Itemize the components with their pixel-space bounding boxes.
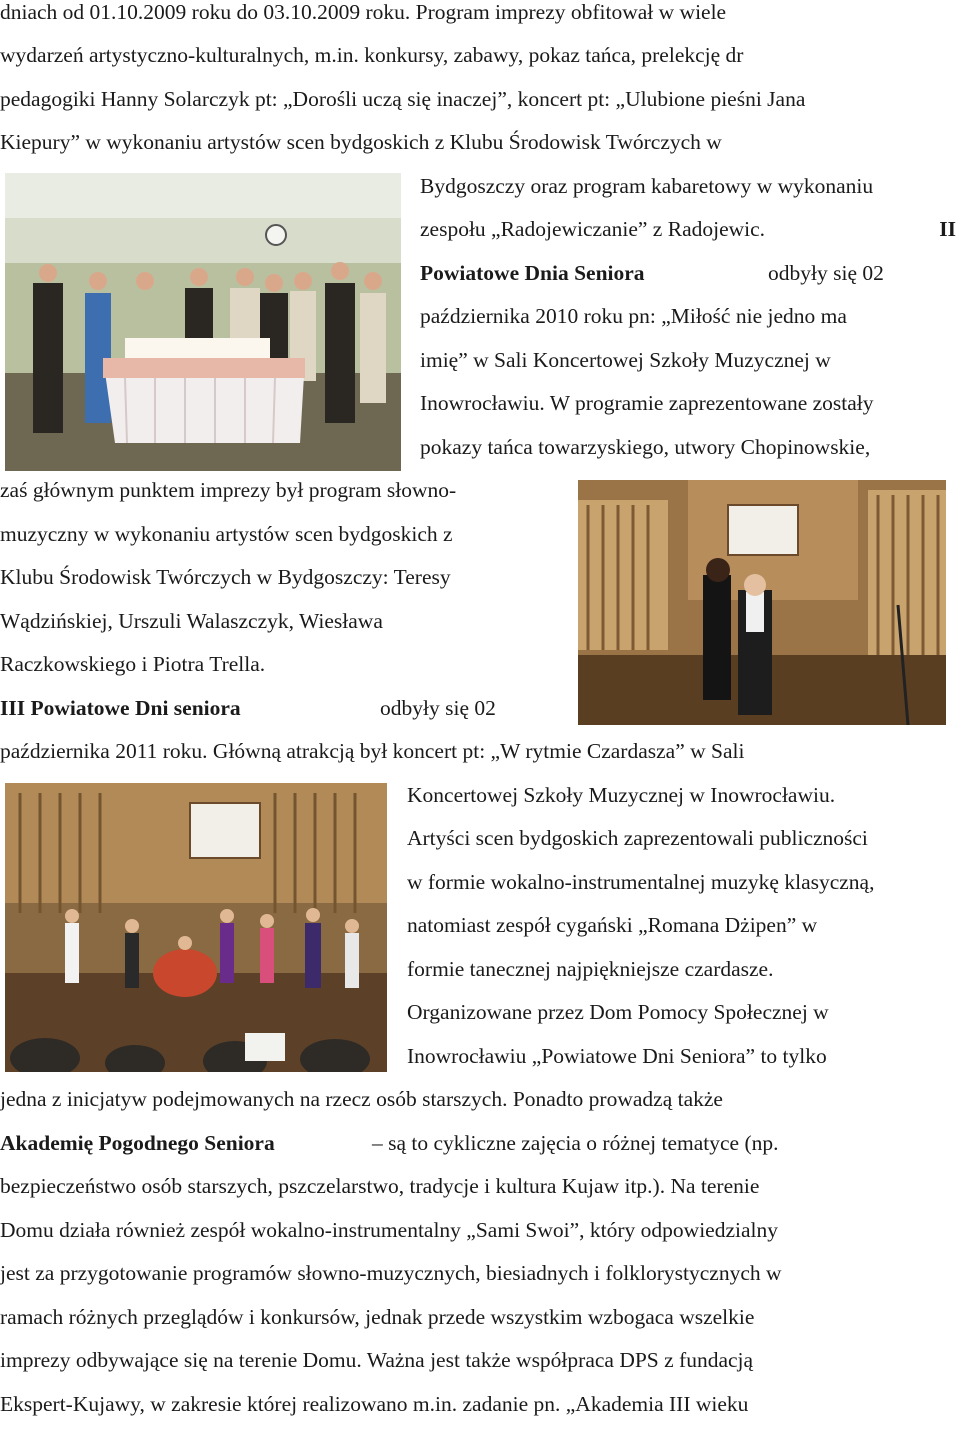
text-line-9: imię” w Sali Koncertowej Szkoły Muzycznej w [420,348,831,372]
text-line-6-main: zespołu „Radojewiczanie” z Radojewic. [420,217,766,241]
text-line-11: pokazy tańca towarzyskiego, utwory Chopinowskie, [420,435,871,459]
text-line-7-bold: Powiatowe Dnia Seniora [420,261,645,285]
text-line-27-bold: Akademię Pogodnego Seniora [0,1131,275,1155]
photo-stage-couple-drawing [578,480,946,725]
text-line-17 [0,696,557,740]
text-line-16: Raczkowskiego i Piotra Trella. [0,652,266,676]
photo-seniors-cake-drawing [5,173,401,471]
text-line-20: Artyści scen bydgoskich zaprezentowali publiczności [407,826,868,850]
text-line-22: natomiast zespół cygański „Romana Dżipen” w [407,913,818,937]
text-line-18: października 2011 roku. Główną atrakcją był koncert pt: „W rytmie Czardasza” w Sali [0,739,745,763]
text-line-14: Klubu Środowisk Twórczych w Bydgoszczy: Teresy [0,565,451,589]
text-line-15: Wądzińskiej, Urszuli Walaszczyk, Wiesława [0,609,383,633]
text-line-6-roman: II [939,217,956,241]
text-line-32: imprezy odbywające się na terenie Domu. Ważna jest także współpraca DPS z fundacją [0,1348,754,1372]
text-line-10: Inowrocławiu. W programie zaprezentowane zostały [420,391,874,415]
text-line-24: Organizowane przez Dom Pomocy Społecznej w [407,1000,829,1024]
text-line-1: dniach od 01.10.2009 roku do 03.10.2009 roku. Program imprezy obfitował w wiele [0,0,727,24]
photo-dance-performance [5,783,387,1072]
photo-dance-performance-drawing [5,783,387,1072]
text-line-26: jedna z inicjatyw podejmowanych na rzecz osób starszych. Ponadto prowadzą także [0,1087,723,1111]
text-line-33: Ekspert-Kujawy, w zakresie której realizowano m.in. zadanie pn. „Akademia III wieku [0,1392,749,1416]
text-line-2: wydarzeń artystyczno-kulturalnych, m.in. konkursy, zabawy, pokaz tańca, prelekcję dr [0,43,744,67]
text-line-7 [420,261,956,305]
text-line-12: zaś głównym punktem imprezy był program słowno- [0,478,457,502]
text-line-23: formie tanecznej najpiękniejsze czardasze. [407,957,774,981]
photo-seniors-cake [5,173,401,471]
text-line-30: jest za przygotowanie programów słowno-muzycznych, biesiadnych i folklorystycznych w [0,1261,782,1285]
text-line-19: Koncertowej Szkoły Muzycznej w Inowrocławiu. [407,783,836,807]
text-line-4: Kiepury” w wykonaniu artystów scen bydgoskich z Klubu Środowisk Twórczych w [0,130,722,154]
text-line-13: muzyczny w wykonaniu artystów scen bydgoskich z [0,522,453,546]
text-line-31: ramach różnych przeglądów i konkursów, jednak przede wszystkim wzbogaca wszelkie [0,1305,755,1329]
text-line-17-bold: III Powiatowe Dni seniora [0,696,241,720]
photo-stage-couple [578,480,946,725]
text-line-28: bezpieczeństwo osób starszych, pszczelarstwo, tradycje i kultura Kujaw itp.). Na terenie [0,1174,760,1198]
text-line-29: Domu działa również zespół wokalno-instrumentalny „Sami Swoi”, który odpowiedzialny [0,1218,778,1242]
text-line-8: października 2010 roku pn: „Miłość nie jedno ma [420,304,847,328]
text-line-5: Bydgoszczy oraz program kabaretowy w wykonaniu [420,174,874,198]
text-line-27-rest: – są to cykliczne zajęcia o różnej tematyce (np. [372,1131,779,1155]
text-line-3: pedagogiki Hanny Solarczyk pt: „Dorośli uczą się inaczej”, koncert pt: „Ulubione pieśni Jana [0,87,806,111]
text-line-25: Inowrocławiu „Powiatowe Dni Seniora” to tylko [407,1044,827,1068]
text-line-21: w formie wokalno-instrumentalnej muzykę klasyczną, [407,870,875,894]
text-line-27 [0,1131,956,1175]
text-line-17-rest: odbyły się 02 [380,696,496,720]
text-line-7-rest: odbyły się 02 [768,261,884,285]
text-line-6 [420,217,956,261]
